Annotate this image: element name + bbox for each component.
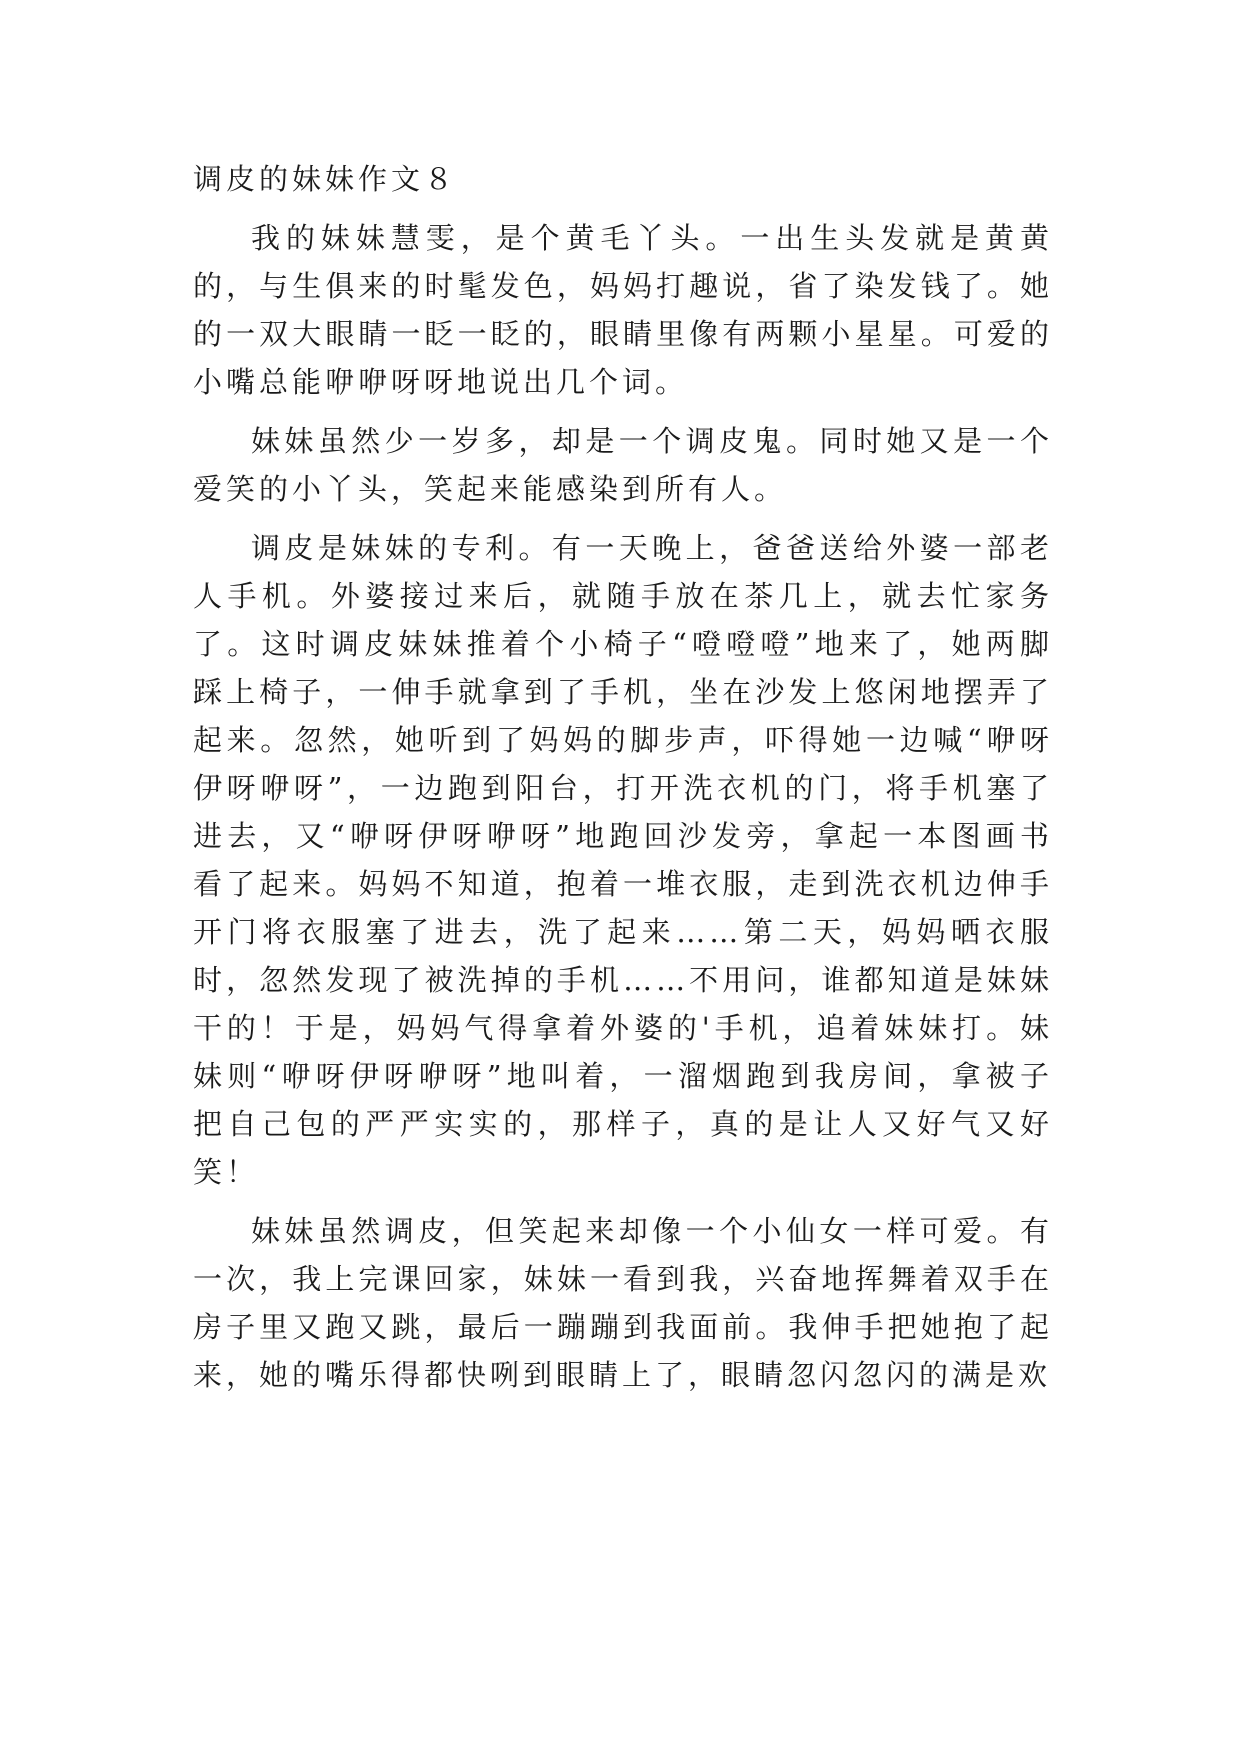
paragraph-4: 妹妹虽然调皮，但笑起来却像一个小仙女一样可爱。有一次，我上完课回家，妹妹一看到我，兴奋地挥舞着双手在房子里又跑又跳，最后一蹦蹦到我面前。我伸手把她抱了起来，她的嘴乐得都快咧到眼睛上了，眼睛忽闪忽闪的满是欢 [193,1214,1053,1392]
paragraph-1: 我的妹妹慧雯，是个黄毛丫头。一出生头发就是黄黄的，与生俱来的时髦发色，妈妈打趣说，省了染发钱了。她的一双大眼睛一眨一眨的，眼睛里像有两颗小星星。可爱的小嘴总能咿咿呀呀地说出几个词。 [193,221,1053,399]
paragraph-2: 妹妹虽然少一岁多，却是一个调皮鬼。同时她又是一个爱笑的小丫头，笑起来能感染到所有人。 [193,424,1053,506]
paragraph-3: 调皮是妹妹的专利。有一天晚上，爸爸送给外婆一部老人手机。外婆接过来后，就随手放在茶几上，就去忙家务了。这时调皮妹妹推着个小椅子“噔噔噔”地来了，她两脚踩上椅子，一伸手就拿到了手机，坐在沙发上悠闲地摆弄了起来。忽然，她听到了妈妈的脚步声，吓得她一边喊“咿呀伊呀咿呀”，一边跑到阳台，打开洗衣机的门，将手机塞了进去，又“咿呀伊呀咿呀”地跑回沙发旁，拿起一本图画书看了起来。妈妈不知道，抱着一堆衣服，走到洗衣机边伸手开门将衣服塞了进去，洗了起来……第二天，妈妈晒衣服时，忽然发现了被洗掉的手机……不用问，谁都知道是妹妹干的！于是，妈妈气得拿着外婆的'手机，追着妹妹打。妹妹则“咿呀伊呀咿呀”地叫着，一溜烟跑到我房间，拿被子把自己包的严严实实的，那样子，真的是让人又好气又好笑！ [193,531,1053,1189]
document-body [193,155,1053,1410]
document-title: 调皮的妹妹作文８ [193,162,458,196]
